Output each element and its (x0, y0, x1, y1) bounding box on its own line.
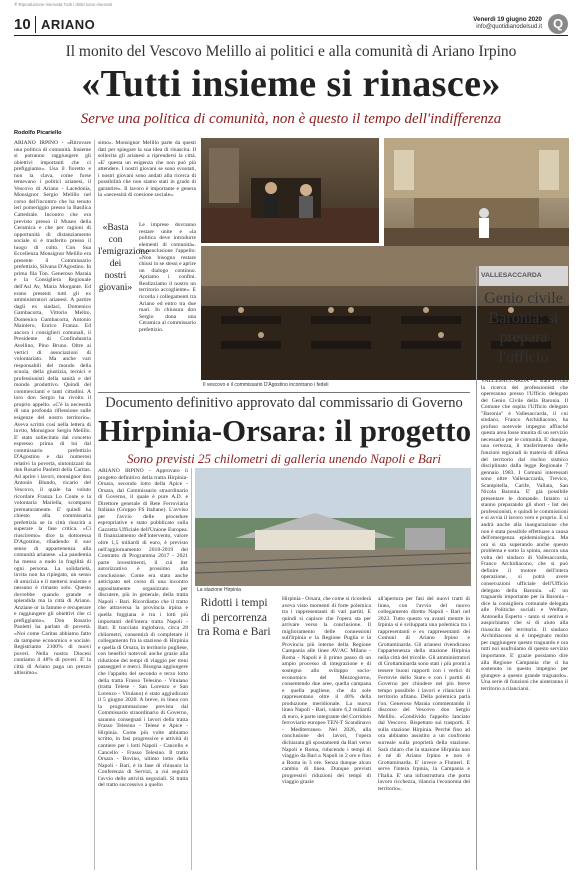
author-byline: Rodolfo Picariello (14, 130, 62, 136)
photo-scene-4 (195, 468, 471, 586)
header-rule (14, 35, 568, 36)
article2-pull-quote: Ridotti i tempi di percorrenza tra Roma e Bari (197, 597, 271, 638)
article1-title: «Tutti insieme si rinasce» (81, 63, 501, 105)
article2-kicker: Documento definitivo approvato dal commissario di Governo (105, 395, 463, 411)
article1-subtitle: Serve una politica di comunità, non è questo il tempo dell'indifferenza (80, 111, 502, 127)
article2-column-2: Hirpinia - Orsara, che come si ricorderà aveva visto momenti di forte polemica tra i rappresentanti di vari partiti. E quindi si capisce che l'opera sta per arrivare verso la conclusione. Il miglioramento delle connessioni sull'Irpinia e la Regione Puglia e la Provincia più interne della Regione Campania alle linee AV/AC Milano - Roma - Napoli è il primo passo di un ampio processo di integrazione e di sostegno allo sviluppo socio-economico del Mezzogiorno, consentendo due aree, quella campana e quella pugliese, che da sole rappresentano oltre il 40% della produzione meridionale. La nuova linea Napoli - Bari, valore 6,2 miliardi di euro, è parte integrante del Corridoio ferroviario europeo TEN-T Scandinavo - Mediterraneo. Nel 2026, alla conclusione dei lavori, l'opera dichiarata gli spostamenti da Bari verso Napoli e Roma, riducendo i tempi di viaggio da Bari a Napoli in 2 ore e fino a Roma in 3 ore. Senza dunque alcun cambio di linea. Dunque previsti progressivi riduzioni dei tempi di viaggio grazie (282, 596, 371, 786)
copyright-notice: ® Riproduzione riservata Tutti i diritti sono riservati (14, 2, 112, 7)
article2-title: Hirpinia-Orsara: il progetto (98, 413, 472, 448)
column-divider-2 (191, 468, 192, 870)
sidebar-title: Genio civile Baronia: si prepara l'ufficio (484, 290, 563, 366)
page-number: 10 (14, 16, 31, 33)
column-divider-1 (94, 140, 95, 870)
article2-column-3: all'apertura per fasi del nuovi tratti di linea, con l'avvio del nuovo collegamento diretto Napoli - Bari nel 2023. Tutto questo va avanti mentre in Irpinia si è sviluppata una polemica tra i rappresentanti e ex rappresentanti dei Comuni di Ariano Irpino e Grottaminarda. Gli arianesi rivendicano l'appartenenza della stazione Hirpinia nella città del tricolle. Gli amministratori di Grottaminarda sono stati i più pronti a tessere buoni rapporti con i vertici di Ferrovie dello Stato e con i partiti di Governo per chiudere nel più breve tempo possibile i lavori e rilanciare il territorio ufitano. Della polemica parla l'on. Generoso Maraia commentando il discorso del Vescovo don Sergio Melillo. «Condivido l'appello lanciato dal Vescovo. Rispettato sui trasporti. E sulla stazione Hirpinia. Perché fino ad ora abbiamo assistito a un confronto surreale sulla proprietà della stazione. Sarà chiaro che la stazione Hirpinia non è né di Ariano Irpino e non è Grottaminarda. E' invece a Flumeri. E serve l'intera Irpinia, la Campania e l'Italia. E' una infrastruttura che porta lavoro ricchezza, rilancia l'economia del territorio». (378, 596, 470, 792)
page-header (14, 12, 570, 42)
article2-subtitle: Sono previsti 25 chilometri di galleria unendo Napoli e Bari (126, 451, 442, 466)
sidebar-tag: VALLESACCARDA (481, 272, 542, 279)
contact-email: info@quotidianodelsud.it (476, 24, 542, 30)
article2-column-1: ARIANO IRPINO - Approvato il progetto definitivo della tratta Hirpinia-Orsara, secondo lotto della Apice - Orsara, dal Commissario straordinario di Governo, il quale è pure A.D. e Direttore generale di Rete Ferroviaria Italiana (Gruppo FS Italiane). L'avviso per l'avvio delle procedure espropriative e stato pubblicato sulla Gazzetta Ufficiale dell'Unione Europea. Il finanziamento dell'intervento, valore oltre 1,5 miliardi di euro, è previsto nell'aggiornamento 2018-2019 del Contratto di Programma 2017 - 2021 parte investimenti, il cui iter autorizzativo è prossimo alla conclusione. Come era stato anche anticipato nel corso di una incontro appositamente organizzato per discutere, più in generale, della tratta Napoli - Bari. Ricordiamo che il tratto che attraversa la provincia irpina e quella foggiana è tra i lotti più importanti dell'intera tratta Napoli - Bari. Il tracciato inglobava, circa 28 chilometri, consentirà di completare il collegamento fra la stazione di Hirpinia e quella di Orsara, in territorio pugliese, con benefici notevoli anche grazie alla riduzione dei tempi di viaggio per treni passeggeri e merci. Bisogna aggiungere che l'appalto del secondo e terzo lotto della tratta Frasso Telesino - Vitulano (tratta Telese - San Lorenzo e San Lorenzo - Vitulano) è stato aggiudicato il 5 giugno 2020. A breve, in linea con la programmazione prevista dal Commissario straordinario di Governo, saranno consegnati i lavori della tratta Frasso Telesino - Telese e Apice - Hirpinia. Come più volte abbiamo scritto, in fasi progressive e attività di cantiere per i lotti Napoli - Cancello e Cancello - Frasso Telesino. Il tratto Orsara - Bovino, ultimo lotto della Napoli - Bari, è in fase di chiusura la Conferenza di Servizi, a cui seguirà l'avvio delle attività negoziali. Si tratta del tratto successivo a quello (98, 468, 188, 789)
section-name: ARIANO (41, 17, 96, 32)
article2-top-rule (98, 392, 470, 393)
article1-kicker: Il monito del Vescovo Melillo ai politici e alla comunità di Ariano Irpino (65, 43, 517, 60)
article2-photo-caption: La stazione Hirpinia (197, 587, 241, 593)
newspaper-logo-icon: Q (548, 14, 568, 34)
article1-photo-caption: Il vescovo e il commissario D'Agostino incontrano i fedeli (203, 382, 329, 388)
sidebar-divider (476, 266, 477, 870)
article1-pull-quote: «Basta con l'emigrazione dei nostri giovani» (98, 223, 150, 293)
photo-hirpinia-station (195, 468, 471, 586)
header-divider (35, 16, 36, 33)
sidebar-text: VALLESACCARDA - E' stata avviata la ricerca dei professionisti che opereranno presso l'Ufficio delegato del Genio Civile della Baronia. Il Comune che ospita l'Ufficio delegato "Baronia" è Vallesaccarda, il cui sindaco, Franco Archidiacono, ha profuso notevole impegno affinché questa area fosse munita di un servizio necessario per le comunità. E' dunque, una certezza, il trasferimento delle funzioni regionali in materia di difesa del territorio dal rischio sismico disciplinato dalla legge Regionale 7 gennaio 1983. I Comuni interessati sono oltre Vallesaccarda, Trevico, Scampitella, Carife, Vallata, San Nicola Baronia. E' già possibile presentare le domande. Intanto si stanno preparando gli short - list dei professionisti, e quindi le commissioni e si avvia il lavoro vero e proprio. E si andrà anche alla inaugurazione che non è stata possibile effettuare a causa dell'emergenza epidemiologica. Ma ora si sta superando anche questo problema e sotto la spinta, ancora una volta del sindaco di Vallesaccarda, Franco Archidiacono, che si può definire il motore dell'intera operazione, si potrà avere consecuzioni ufficiale dell'Ufficio delegato della Baronia. «E' un traguardo importante per la Baronia - dice la consigliera comunale delegata alle Politiche sociali e Welfare, Antonella Esperto - tanto si sentiva e auspichiamo che si di aiuto alla rinascita del territorio. Il sindaco Archidiacono si è impegnato molto per raggiungere questo traguardo e ora tutti noi usufruiamo di questo servizio importante. E' grazie possiamo dire alla Regione Campania che ci ha sostenuto in questo impegno per giungere a questo grande traguardo». Una serie di funzioni che aiuteranno il territorio a rilanciarsi. (481, 378, 568, 692)
issue-date: Venerdì 19 giugno 2020 (473, 16, 542, 23)
article1-column-1: ARIANO IRPINO - «Ritrovare una politica di comunità. Insieme si potranno raggiungere gli obiettivi importanti che ci prefiggiamo». Usa il fioretto e non la clava, come forse temevano i politici arianesi, il Vescovo di Ariano - Lacedonia, Monsignor Sergio Melillo nel corso dell'incontro che ha tenuto ieri pomeriggio presso la Basilica Cattedrale. Incontro che era previsto presso il Museo della Ceramica e che per ragioni di opportunità di distanziamento sociale si è trasferito presso il luogo di culto. Con Sua Eccellenza Monsignor Melillo era presente il Commissario prefettizio, Silvana D'Agostino. In prima fila Ton. Generoso Maraia e la Consigliera Regionale dell'Asl Av, Maria Morgante. Ed erano presenti tutti gli ex amministratori arianesi. A partire dagli ex sindaci, Domenico Gambacorta, Vittorio Melito, Domenico Gambacorta, Antonio Mainiero, Enrico Franza. Ed ancora i consiglieri comunali, il Presidente di Confindustria Avellino, Pino Bruno. Oltre ai vertici di associazioni di volontariato. Ma anche vari responsabili del mondo della scuola, della giustizia, tecnici e professionisti della sanità e del mondo produttivo. Quindi del commercianti e tanti cittadini. A loro don Sergio ha rivolto il proprio appello. «C'è la necessità di una profonda riflessione sulle esigenze del nostro territorio». Aveva scritto così nella lettera di invito, Monsignor Sergio Melillo. E' stato sollecitato dal concetto espresso prima di lui dal commissario prefettizio D'Agostino e dai numerosi relativi la povertà, sintonizzati da don Rosario Paoletti della Caritas. Ad aprire i lavori, monsignor don Antonio Blundo, vicario del Vescovo, il quale ha voluto ricordare Franza Lo Conte e la volontaria Mariella, scomparsi prematuramente. E' quindi ha chiesto alla commissaria prefettizia se in città riuscirà a superare la fase critica. «Ci riusciremo» dice la dottoressa D'Agostino, ribadendo il suo senso di appartenenza alla comunità arianese. «La pandemia ha messo a nudo la fragilità di ogni persona. La solidarietà, invita non ha ripiegato, un senso di amicizia e il mettersi insieme e nessuno è rimasto solo. Questo dovrebbe quando grande e splendida ma la città di Ariano. Anziane or la famme e recuperare e raggiungere gli obiettivi che ci prefiggiamo». Don Rosario Paoletti ha parlato di povertà. «Noi come Caritas abbiamo fatto da tampone economico e sociale. Registriamo 2100% di nuovi poveri. Nella nostra Diocesi contiamo il 48% di poveri. E' la città di Ariano paga un prezzo altissimo». (14, 140, 91, 677)
article1-column-2b-text: Le imprese dovranno restare unite e «la politica deve introdurre elementi di comunità». In conclusione l'appello: «Non bisogna restare chiusi in se stessi e aprire un dialogo continuo. Apriamo i confini. Realizziamo il nostro un territorio accogliente». E ricorda i collegamenti tra Ariano ed entro tra due mari. In chiusura don Sergio dona una Ceramica al commissario prefettizio. (139, 222, 196, 333)
photo-bishop-commissioner (201, 138, 379, 243)
photo-scene-1 (201, 138, 379, 243)
article1-column-2-text: simo». Monsignor Melillo parte da questi dati per spiegare la sua idea di rinascita. Il sollecita gli arianesi a riprendersi la città. «E' questa un esigenza che non può più attendere. I nostri giovani se sono svuotati, i nostri giovani sono andati alla ricerca di possibilità che non siamo stati in grado di garantire». Il lavoro è importante e genera la «necessità di coesione sociale». (98, 140, 196, 199)
